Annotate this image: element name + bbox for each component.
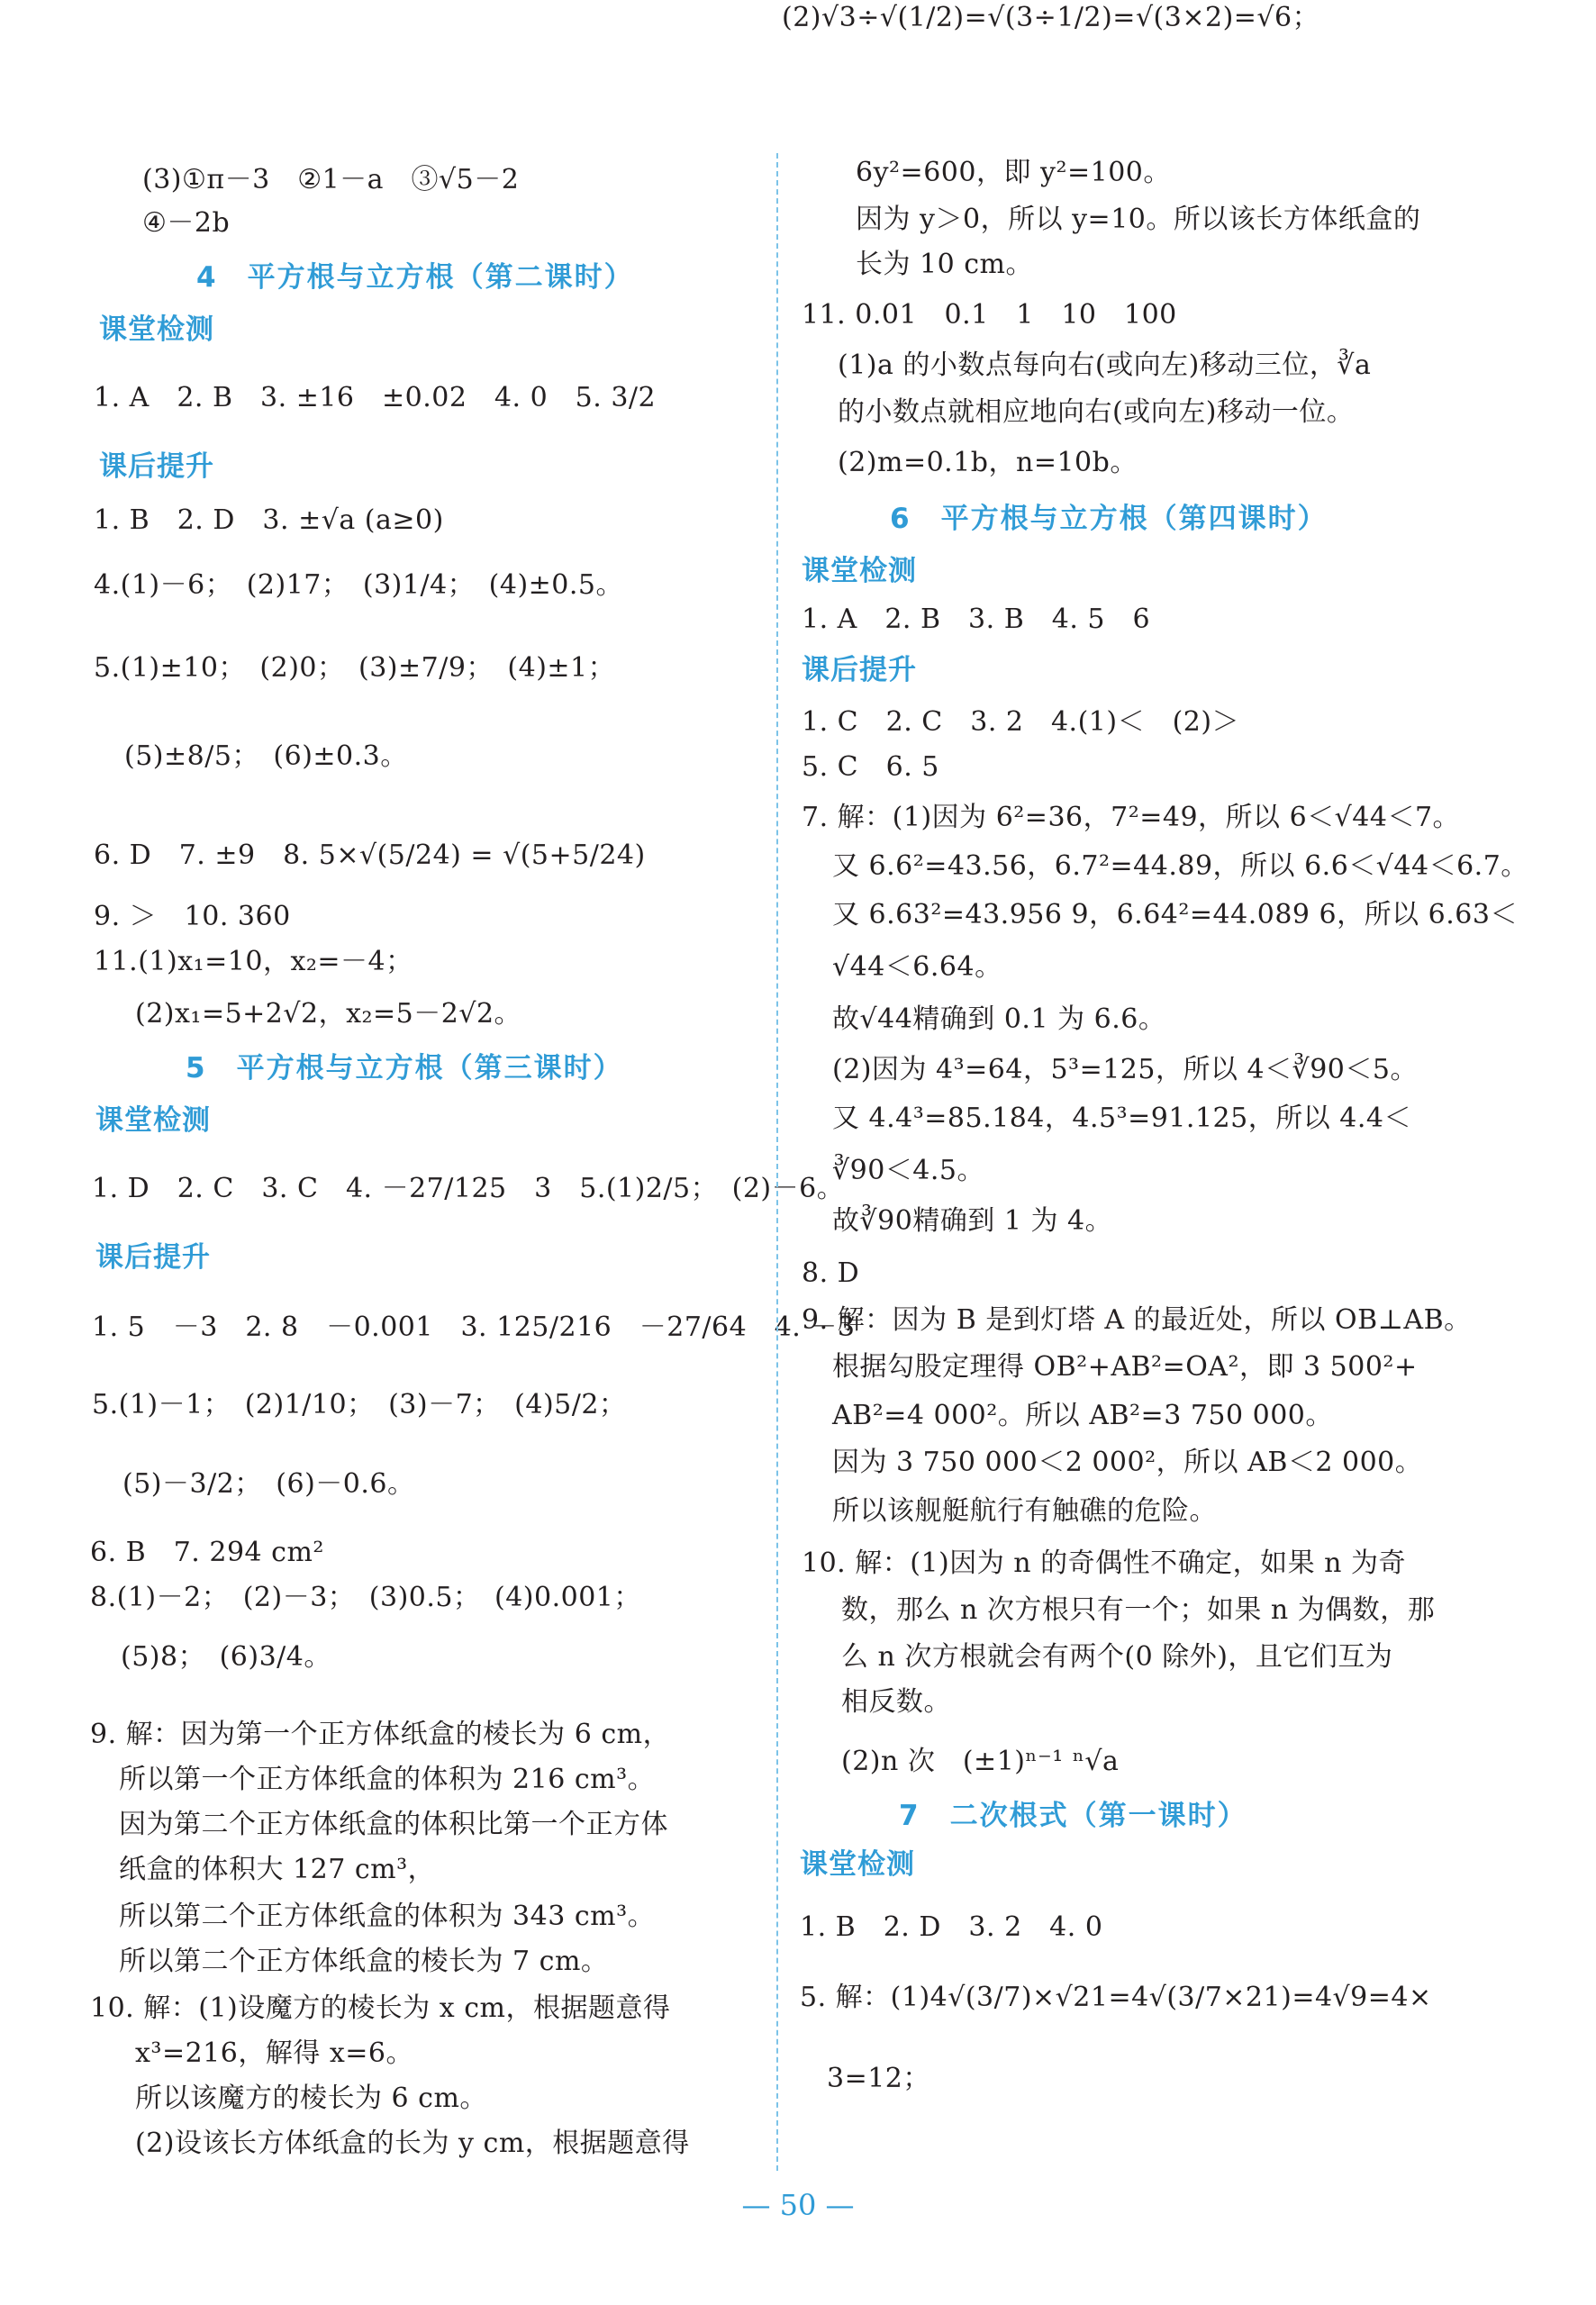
section-heading: 6 平方根与立方根（第四课时） — [890, 503, 1328, 535]
subsection-label: 课后提升 — [802, 654, 917, 686]
answer-line: 3=12； — [827, 2063, 930, 2094]
answer-line: 所以第一个正方体纸盒的体积为 216 cm³。 — [119, 1764, 656, 1795]
answer-line: 5. C 6. 5 — [802, 751, 939, 783]
answer-line: 1. 5 －3 2. 8 －0.001 3. 125/216 －27/64 4. －3 — [92, 1311, 856, 1343]
answer-line: 1. B 2. D 3. 2 4. 0 — [800, 1911, 1103, 1943]
answer-line: 5.(1)±10； (2)0； (3)±7/9； (4)±1； — [94, 652, 616, 684]
subsection-label: 课后提升 — [99, 450, 214, 483]
answer-line: 5. 解：(1)4√(3/7)×√21=4√(3/7×21)=4√9=4× — [800, 1982, 1432, 2013]
section-heading: 5 平方根与立方根（第三课时） — [186, 1052, 623, 1084]
answer-line: 6. B 7. 294 cm² — [90, 1537, 324, 1568]
answer-line: ④－2b — [142, 207, 231, 239]
answer-line: 11. 0.01 0.1 1 10 100 — [802, 299, 1177, 331]
answer-line: (2)n 次 (±1)ⁿ⁻¹ ⁿ√a — [841, 1746, 1120, 1777]
answer-line: 9. 解：因为 B 是到灯塔 A 的最近处，所以 OB⊥AB。 — [802, 1304, 1472, 1336]
answer-line: 1. C 2. C 3. 2 4.(1)＜ (2)＞ — [802, 706, 1240, 738]
section-heading: 7 二次根式（第一课时） — [899, 1800, 1247, 1832]
subsection-label: 课堂检测 — [802, 555, 917, 587]
answer-line: 所以第二个正方体纸盒的体积为 343 cm³。 — [119, 1901, 656, 1932]
answer-line: 8. D — [802, 1257, 860, 1289]
answer-line: 9. 解：因为第一个正方体纸盒的棱长为 6 cm， — [90, 1719, 671, 1750]
answer-line: ∛90＜4.5。 — [832, 1155, 984, 1186]
answer-line: 又 6.63²=43.956 9，6.64²=44.089 6，所以 6.63＜ — [832, 899, 1518, 930]
subsection-label: 课后提升 — [95, 1241, 211, 1274]
answer-line: 7. 解：(1)因为 6²=36，7²=49，所以 6＜√44＜7。 — [802, 802, 1461, 833]
subsection-label: 课堂检测 — [99, 313, 214, 346]
answer-line: (2)√3÷√(1/2)=√(3÷1/2)=√(3×2)=√6； — [782, 2, 1320, 33]
answer-line: √44＜6.64。 — [832, 951, 1002, 983]
answer-line: 因为第二个正方体纸盒的体积比第一个正方体 — [119, 1809, 668, 1840]
answer-line: 故∛90精确到 1 为 4。 — [832, 1205, 1113, 1237]
answer-line: 么 n 次方根就会有两个(0 除外)，且它们互为 — [841, 1641, 1393, 1673]
answer-line: (1)a 的小数点每向右(或向左)移动三位，∛a — [838, 349, 1372, 381]
answer-line: 又 6.6²=43.56，6.7²=44.89，所以 6.6＜√44＜6.7。 — [832, 850, 1528, 882]
answer-line: 所以第二个正方体纸盒的棱长为 7 cm。 — [119, 1946, 609, 1977]
answer-line: 因为 3 750 000＜2 000²，所以 AB＜2 000。 — [832, 1447, 1423, 1478]
answer-line: (2)m=0.1b，n=10b。 — [838, 447, 1138, 478]
answer-line: 1. B 2. D 3. ±√a (a≥0) — [94, 504, 444, 536]
answer-line: (2)因为 4³=64，5³=125，所以 4＜∛90＜5。 — [832, 1054, 1418, 1085]
answer-line: 所以该舰艇航行有触礁的危险。 — [832, 1495, 1217, 1527]
answer-line: (2)x₁=5+2√2，x₂=5－2√2。 — [135, 998, 522, 1030]
answer-line: 长为 10 cm。 — [856, 249, 1033, 280]
answer-line: 纸盒的体积大 127 cm³， — [119, 1854, 436, 1885]
answer-line: 相反数。 — [841, 1686, 951, 1718]
answer-line: 10. 解：(1)因为 n 的奇偶性不确定，如果 n 为奇 — [802, 1547, 1407, 1579]
answer-line: 8.(1)－2； (2)－3； (3)0.5； (4)0.001； — [90, 1582, 641, 1613]
answer-line: 5.(1)－1； (2)1/10； (3)－7； (4)5/2； — [92, 1389, 627, 1420]
answer-line: 1. A 2. B 3. B 4. 5 6 — [802, 603, 1151, 635]
answer-line: 10. 解：(1)设魔方的棱长为 x cm，根据题意得 — [90, 1992, 671, 2024]
answer-line: (5)－3/2； (6)－0.6。 — [122, 1468, 415, 1500]
answer-line: 1. A 2. B 3. ±16 ±0.02 4. 0 5. 3/2 — [94, 382, 657, 413]
answer-line: 6. D 7. ±9 8. 5×√(5/24) = √(5+5/24) — [94, 839, 646, 871]
answer-line: 根据勾股定理得 OB²+AB²=OA²，即 3 500²+ — [832, 1351, 1418, 1383]
answer-line: 1. D 2. C 3. C 4. －27/125 3 5.(1)2/5； (2)－6。 — [92, 1173, 845, 1204]
answer-line: 6y²=600，即 y²=100。 — [856, 157, 1171, 188]
answer-line: 4.(1)－6； (2)17； (3)1/4； (4)±0.5。 — [94, 569, 623, 601]
answer-line: (5)8； (6)3/4。 — [121, 1641, 331, 1673]
answer-line: 故√44精确到 0.1 为 6.6。 — [832, 1003, 1166, 1035]
answer-line: 因为 y＞0，所以 y=10。所以该长方体纸盒的 — [856, 204, 1421, 235]
subsection-label: 课堂检测 — [95, 1104, 211, 1137]
answer-line: 9. ＞ 10. 360 — [94, 901, 291, 932]
answer-line: (5)±8/5； (6)±0.3。 — [124, 740, 408, 772]
answer-line: 又 4.4³=85.184，4.5³=91.125，所以 4.4＜ — [832, 1103, 1411, 1134]
answer-line: (2)设该长方体纸盒的长为 y cm，根据题意得 — [135, 2128, 690, 2159]
section-heading: 4 平方根与立方根（第二课时） — [196, 261, 634, 294]
answer-line: 所以该魔方的棱长为 6 cm。 — [135, 2083, 487, 2114]
answer-line: x³=216，解得 x=6。 — [135, 2037, 414, 2069]
page-number: — 50 — — [741, 2188, 855, 2222]
answer-line: 11.(1)x₁=10，x₂=－4； — [94, 946, 413, 977]
answer-line: 的小数点就相应地向右(或向左)移动一位。 — [838, 396, 1355, 428]
column-divider — [776, 153, 778, 2171]
subsection-label: 课堂检测 — [800, 1848, 915, 1881]
answer-line: (3)①π－3 ②1－a ③√5－2 — [142, 164, 520, 195]
answer-line: 数，那么 n 次方根只有一个；如果 n 为偶数，那 — [841, 1594, 1436, 1626]
answer-line: AB²=4 000²。所以 AB²=3 750 000。 — [832, 1400, 1333, 1431]
